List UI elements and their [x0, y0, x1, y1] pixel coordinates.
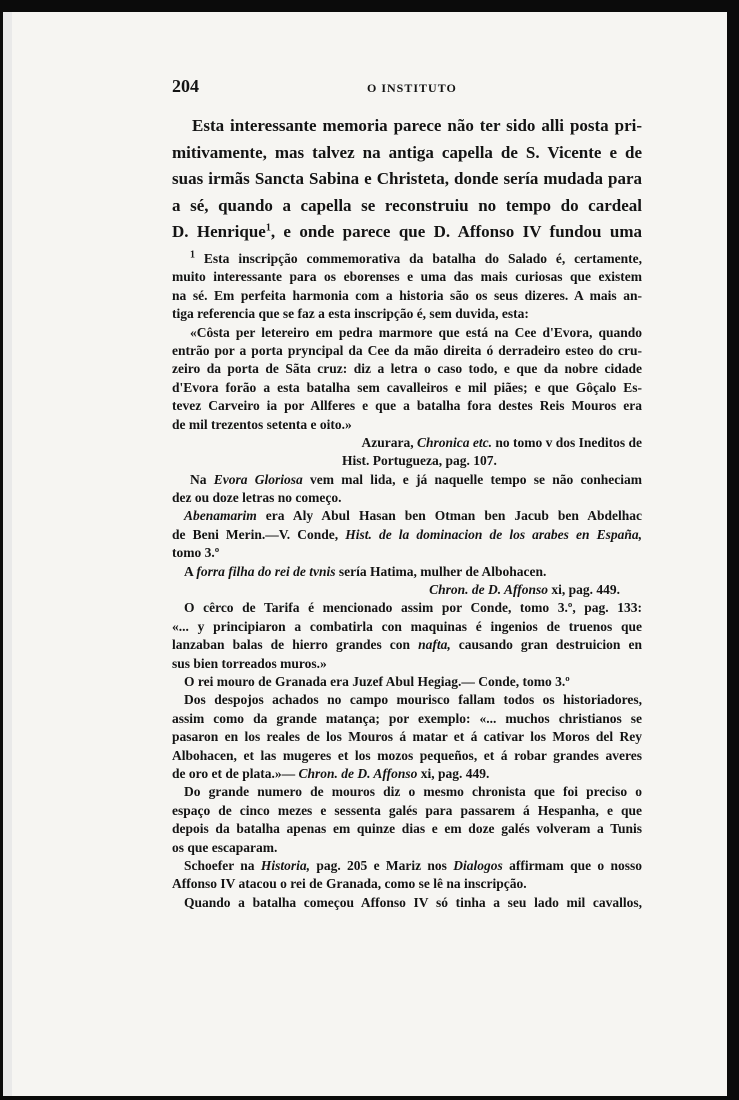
- note-line: Do grande numero de mouros diz o mesmo chronista que foi preciso o: [184, 784, 642, 800]
- note-line: Quando a batalha começou Affonso IV só tinha a seu lado mil cavallos,: [184, 894, 642, 910]
- citation-line: [172, 581, 642, 599]
- note-text: Schoefer na: [184, 857, 261, 873]
- note-line: zeiro da porta de Sãta cruz: diz a letra o caso todo, e que da nobre cidade: [172, 361, 642, 377]
- note-line: dez ou doze letras no começo.: [172, 490, 342, 506]
- note-line: os que escaparam.: [172, 839, 278, 855]
- scan-border-right: [727, 0, 739, 1100]
- note-line: [172, 765, 642, 783]
- citation-text: xi, pag. 449.: [547, 582, 620, 598]
- note-text: vem mal lida, e já naquelle tempo se não conheciam: [302, 471, 642, 487]
- note-title: Dialogos: [453, 857, 503, 873]
- note-text: A: [184, 563, 197, 579]
- note-line: [172, 857, 642, 875]
- note-line: pasaron en los reales de los Mouros á matar et á cativar los Moros del Rey: [172, 729, 642, 745]
- main-line-part: D. Henrique: [172, 222, 266, 241]
- note-line: «... y principiaron a combatirla con maquinas é ingenios de truenos que: [172, 618, 642, 634]
- note-title: Abenamarim: [184, 508, 257, 524]
- note-title: Chron. de D. Affonso: [298, 765, 418, 781]
- note-text: Esta inscripção commemorativa da batalha do Salado é, certamente,: [203, 251, 642, 266]
- note-line: muito interessante para os eborenses e uma das mais curiosas que existem: [172, 269, 642, 285]
- note-line: depois da batalha apenas em quinze dias e em doze galés volveram a Tunis: [172, 821, 642, 837]
- note-line: O rei mouro de Granada era Juzef Abul Hegiag.— Conde, tomo 3.º: [184, 673, 570, 689]
- note-title: Evora Gloriosa: [213, 471, 303, 487]
- citation-line: [172, 434, 642, 452]
- citation-title: Chron. de D. Affonso: [429, 582, 548, 598]
- note-line: espaço de cinco mezes e sessenta galés para passarem á Hespanha, e que: [172, 802, 642, 818]
- note-text: causando gran destruicion en: [450, 637, 642, 653]
- note-text: de Beni Merin.—V. Conde,: [172, 526, 346, 542]
- note-line: [172, 507, 642, 525]
- running-head: O INSTITUTO: [367, 81, 457, 95]
- note-line: tiga referencia que se faz a esta inscripção é, sem duvida, esta:: [172, 306, 529, 322]
- page-number: 204: [172, 76, 199, 96]
- note-line: Dos despojos achados no campo mourisco fallam todos os historiadores,: [184, 692, 642, 708]
- note-text: sería Hatima, mulher de Albohacen.: [335, 563, 547, 579]
- page-header: [172, 76, 642, 100]
- note-title: Historia,: [260, 857, 311, 873]
- note-line: Albohacen, et las mugeres et los mozos pequeños, et á robar grandes averes: [172, 747, 642, 763]
- main-line: a sé, quando a capella se reconstruiu no tempo do cardeal: [172, 195, 642, 215]
- note-line: Affonso IV atacou o rei de Granada, como se lê na inscripção.: [172, 876, 527, 892]
- note-text: Na: [190, 471, 214, 487]
- note-line: [172, 250, 642, 268]
- main-line: [172, 219, 642, 246]
- note-line: assim como da grande matança; por exemplo: «... muchos christianos se: [172, 710, 642, 726]
- note-line: d'Evora forão a esta batalha sem cavalleiros e mil piães; e que Gôçalo Es-: [172, 379, 642, 395]
- note-line: [172, 526, 642, 544]
- scan-border-bottom: [0, 1096, 739, 1100]
- footnotes: [172, 250, 642, 912]
- main-line: Esta interessante memoria parece não ter sido alli posta pri-: [192, 116, 642, 135]
- note-line: [172, 636, 642, 654]
- citation-line: Hist. Portugueza, pag. 107.: [342, 453, 497, 469]
- footnote-number: 1: [190, 249, 195, 261]
- footnote-ref: 1: [265, 222, 271, 234]
- note-line: [172, 471, 642, 489]
- note-text: xi, pag. 449.: [417, 765, 490, 781]
- note-text: pag. 205 e Mariz nos: [310, 857, 454, 873]
- citation-text: no tomo v dos Ineditos de: [491, 434, 642, 450]
- note-line: «Côsta per letereiro em pedra marmore que está na Cee d'Evora, quando: [190, 324, 642, 340]
- note-line: O cêrco de Tarifa é mencionado assim por Conde, tomo 3.º, pag. 133:: [184, 600, 642, 616]
- scan-border-left: [0, 0, 3, 1100]
- note-line: de mil trezentos setenta e oito.»: [172, 416, 352, 432]
- citation-text: Azurara,: [361, 434, 417, 450]
- note-title: Hist. de la dominacion de los arabes en España,: [345, 526, 642, 542]
- note-line: tomo 3.º: [172, 545, 220, 561]
- scan-border-top: [0, 0, 739, 12]
- main-text: [172, 113, 642, 246]
- citation-title: Chronica etc.: [416, 434, 492, 450]
- note-line: na sé. Em perfeita harmonia com a historia são os seus dizeres. A mais an-: [172, 287, 642, 303]
- note-line: sus bien torreados muros.»: [172, 655, 327, 671]
- main-line: mitivamente, mas talvez na antiga capella de S. Vicente e de: [172, 142, 642, 162]
- note-text: era Aly Abul Hasan ben Otman ben Jacub ben Abdelhac: [256, 508, 642, 524]
- note-text: de oro et de plata.»—: [172, 765, 299, 781]
- main-line-part: , e onde parece que D. Affonso IV fundou uma: [270, 222, 642, 241]
- main-line: suas irmãs Sancta Sabina e Christeta, donde sería mudada para: [172, 169, 642, 188]
- note-line: tevez Carveiro ia por Allferes e que a batalha fora destes Reis Mouros era: [172, 398, 642, 414]
- note-title: forra filha do rei de tvnis: [196, 563, 336, 579]
- note-text: lanzaban balas de hierro grandes con: [172, 637, 419, 653]
- note-text: affirmam que o nosso: [502, 857, 643, 873]
- note-line: entrão por a porta pryncipal da Cee da mão direita ó derradeiro esteo do cru-: [172, 342, 642, 358]
- note-title: nafta,: [418, 637, 451, 653]
- note-line: [172, 563, 642, 581]
